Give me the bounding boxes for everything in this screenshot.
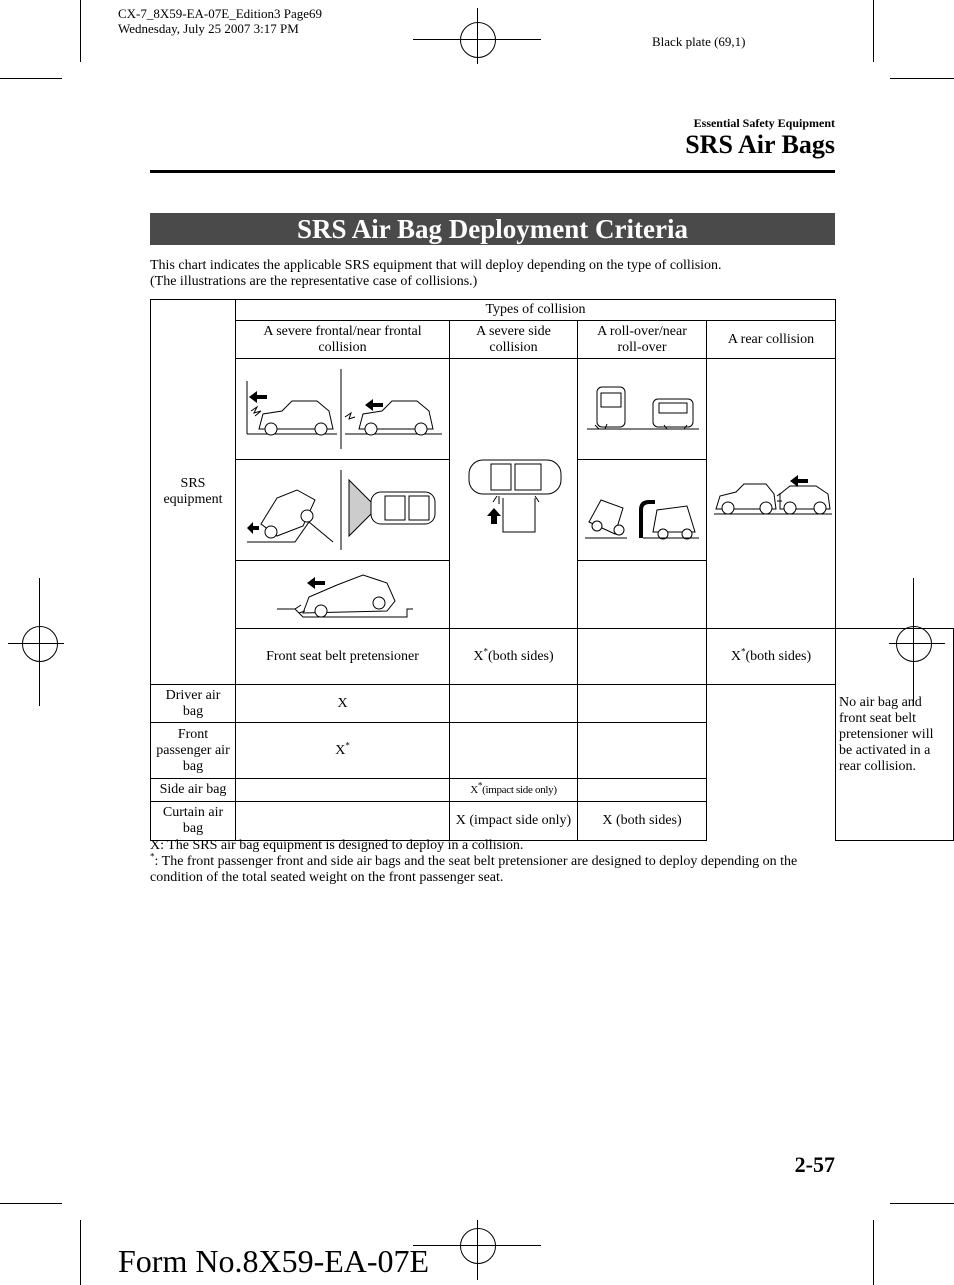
frontal-illustration-2 — [236, 460, 450, 561]
side-side-air-bag-value — [450, 779, 578, 802]
rear-collision-note: No air bag and front seat belt pretensioner will be activated in a rear collision. — [836, 629, 954, 841]
header-rule — [150, 170, 835, 173]
asterisk: * — [345, 739, 350, 750]
frontal-front-seat-belt-value — [450, 629, 578, 685]
frontal-front-seat-belt-suffix: (both sides) — [487, 648, 554, 664]
page-title: SRS Air Bag Deployment Criteria — [150, 213, 835, 245]
collision-type-rollover: A roll-over/near roll-over — [578, 321, 707, 359]
rear-illustration — [707, 359, 836, 629]
near-rollover-illustration — [579, 460, 706, 555]
frontal-illustration-3 — [236, 561, 450, 629]
x-mark: X — [335, 742, 346, 758]
registration-mark — [22, 626, 58, 662]
frontal-curtain-air-bag-value — [236, 802, 450, 841]
crop-mark — [890, 78, 954, 79]
print-info — [118, 6, 322, 36]
crop-mark — [80, 1220, 81, 1285]
frontal-collision-illustration — [237, 359, 449, 454]
side-collision-illustration — [451, 364, 577, 619]
x-mark: X — [470, 784, 478, 796]
frontal-driver-air-bag-value: X — [236, 685, 450, 723]
frontal-side-air-bag-value — [236, 779, 450, 802]
registration-line — [477, 1220, 478, 1280]
rear-collision-illustration — [708, 364, 835, 619]
rollover-illustration-1 — [578, 359, 707, 460]
rollover-side-air-bag-value — [578, 779, 707, 802]
row-label-driver-air-bag: Driver air bag — [151, 685, 236, 723]
asterisk-note: : The front passenger front and side air bags and the seat belt pretensioner are designed to deploy depending on the condition of the total seated weight on the front passenger seat. — [150, 854, 798, 885]
row-label-curtain-air-bag: Curtain air bag — [151, 802, 236, 841]
rollover-illustration-2 — [578, 460, 707, 561]
collision-type-side: A severe side collision — [450, 321, 578, 359]
plate-label: Black plate (69,1) — [652, 34, 746, 49]
rollover-illustration-empty — [578, 561, 707, 629]
print-info-line1: CX-7_8X59-EA-07E_Edition3 Page69 — [118, 6, 323, 21]
registration-line — [8, 643, 64, 644]
rollover-front-seat-belt-suffix: (both sides) — [745, 648, 812, 664]
rollover-illustration — [579, 359, 706, 454]
rollover-driver-air-bag-value — [578, 685, 707, 723]
side-passenger-air-bag-value — [450, 723, 578, 779]
section-label: Essential Safety Equipment — [693, 116, 835, 130]
x-mark: X — [730, 648, 741, 664]
form-number: Form No.8X59-EA-07E — [118, 1243, 430, 1279]
section-title: SRS Air Bags — [685, 130, 835, 159]
frontal-passenger-air-bag-value — [236, 723, 450, 779]
print-info-line2: Wednesday, July 25 2007 3:17 PM — [118, 21, 299, 36]
intro-line2: (The illustrations are the representative case of collisions.) — [150, 274, 478, 289]
asterisk: * — [740, 645, 746, 656]
registration-line — [477, 8, 478, 64]
x-note: X: The SRS air bag equipment is designed to deploy in a collision. — [150, 838, 524, 853]
crop-mark — [873, 0, 874, 62]
asterisk: * — [483, 645, 488, 656]
crop-mark — [0, 78, 62, 79]
intro-text — [150, 258, 840, 290]
frontal-illustration-1 — [236, 359, 450, 460]
types-of-collision-header: Types of collision — [236, 300, 836, 321]
collision-type-frontal: A severe frontal/near frontal collision — [236, 321, 450, 359]
rollover-front-seat-belt-value — [707, 629, 836, 685]
side-curtain-air-bag-value: X (impact side only) — [450, 802, 578, 841]
footnotes — [150, 838, 840, 886]
row-label-side-air-bag: Side air bag — [151, 779, 236, 802]
row-label-front-seat-belt-pretensioner: Front seat belt pretensioner — [236, 629, 450, 685]
crop-mark — [0, 1203, 62, 1204]
side-illustration — [450, 359, 578, 629]
registration-mark — [460, 22, 496, 58]
asterisk: * — [150, 851, 155, 862]
crop-mark — [873, 1220, 874, 1285]
asterisk: * — [477, 780, 483, 791]
row-label-front-passenger-air-bag: Front passenger air bag — [151, 723, 236, 779]
side-air-bag-suffix: (impact side only) — [482, 784, 557, 796]
asterisk-note-block — [150, 851, 840, 886]
page-number: 2-57 — [794, 1152, 835, 1177]
underride-illustration — [237, 561, 449, 623]
srs-equipment-header-text: SRS equipment — [163, 476, 223, 507]
frontal-offset-illustration — [237, 460, 449, 555]
rollover-passenger-air-bag-value — [578, 723, 707, 779]
registration-mark — [460, 1228, 496, 1264]
crop-mark — [80, 0, 81, 62]
side-driver-air-bag-value — [450, 685, 578, 723]
collision-type-rear: A rear collision — [707, 321, 836, 359]
crop-mark — [890, 1203, 954, 1204]
registration-line — [39, 578, 40, 706]
rollover-curtain-air-bag-value: X (both sides) — [578, 802, 707, 841]
deployment-criteria-table — [150, 299, 954, 841]
intro-line1: This chart indicates the applicable SRS equipment that will deploy depending on the type of collision. — [150, 258, 722, 273]
x-mark: X — [473, 648, 484, 664]
side-front-seat-belt-value — [578, 629, 707, 685]
srs-equipment-header — [151, 300, 236, 685]
